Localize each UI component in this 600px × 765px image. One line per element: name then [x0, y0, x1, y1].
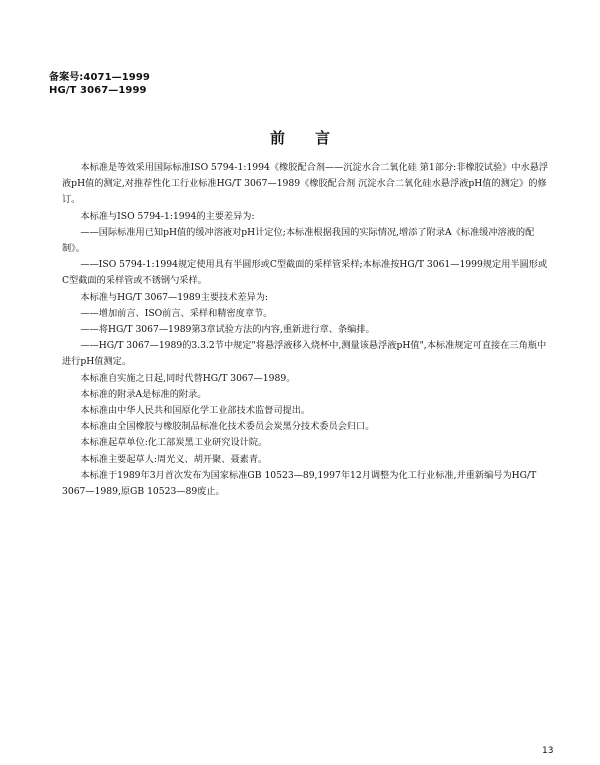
- standard-number: HG/T 3067—1999: [49, 85, 147, 96]
- page-number: 13: [542, 746, 554, 756]
- paragraph: 本标准于1989年3月首次发布为国家标准GB 10523—89,1997年12月调整为化工行业标准,并重新编号为HG/T 3067—1989,原GB 10523—89废止。: [62, 469, 537, 498]
- foreword-body: [62, 160, 554, 500]
- paragraph: 本标准主要起草人:周光义、胡开聚、聂素青。: [80, 453, 268, 465]
- record-number: 备案号:4071—1999: [49, 72, 150, 83]
- paragraph: 本标准与HG/T 3067—1989主要技术差异为:: [80, 291, 268, 303]
- paragraph: 本标准由全国橡胶与橡胶制品标准化技术委员会炭黑分技术委员会归口。: [80, 421, 375, 433]
- paragraph: 本标准的附录A是标准的附录。: [80, 388, 207, 400]
- paragraph: ——将HG/T 3067—1989第3章试验方法的内容,重新进行章、条编排。: [80, 324, 375, 336]
- paragraph: 本标准由中华人民共和国原化学工业部技术监督司提出。: [80, 405, 311, 417]
- paragraph: 本标准是等效采用国际标准ISO 5794-1:1994《橡胶配合剂——沉淀水合二氧化硅 第1部分:非橡胶试验》中水悬浮液pH值的测定,对推荐性化工行业标准HG/T 3067—1989《橡胶配合剂 沉淀水合二氧化硅水悬浮液pH值的测定》的修订。: [62, 162, 549, 206]
- paragraph: ——国际标准用已知pH值的缓冲溶液对pH计定位;本标准根据我国的实际情况,增添了附录A《标准缓冲溶液的配制》。: [62, 226, 535, 255]
- page-title: 前言: [269, 129, 360, 147]
- paragraph: 本标准自实施之日起,同时代替HG/T 3067—1989。: [80, 372, 296, 384]
- paragraph: 本标准起草单位:化工部炭黑工业研究设计院。: [80, 437, 268, 449]
- paragraph: ——HG/T 3067—1989的3.3.2节中规定"将悬浮液移入烧杯中,测量该悬浮液pH值",本标准规定可直接在三角瓶中进行pH值测定。: [62, 340, 547, 368]
- paragraph: ——ISO 5794-1:1994规定使用具有半圆形或C型截面的采样管采样;本标准按HG/T 3061—1999规定用半圆形或C型截面的采样管或不锈钢勺采样。: [62, 259, 548, 287]
- paragraph: ——增加前言、ISO前言、采样和精密度章节。: [80, 307, 273, 319]
- paragraph: 本标准与ISO 5794-1:1994的主要差异为:: [80, 210, 255, 222]
